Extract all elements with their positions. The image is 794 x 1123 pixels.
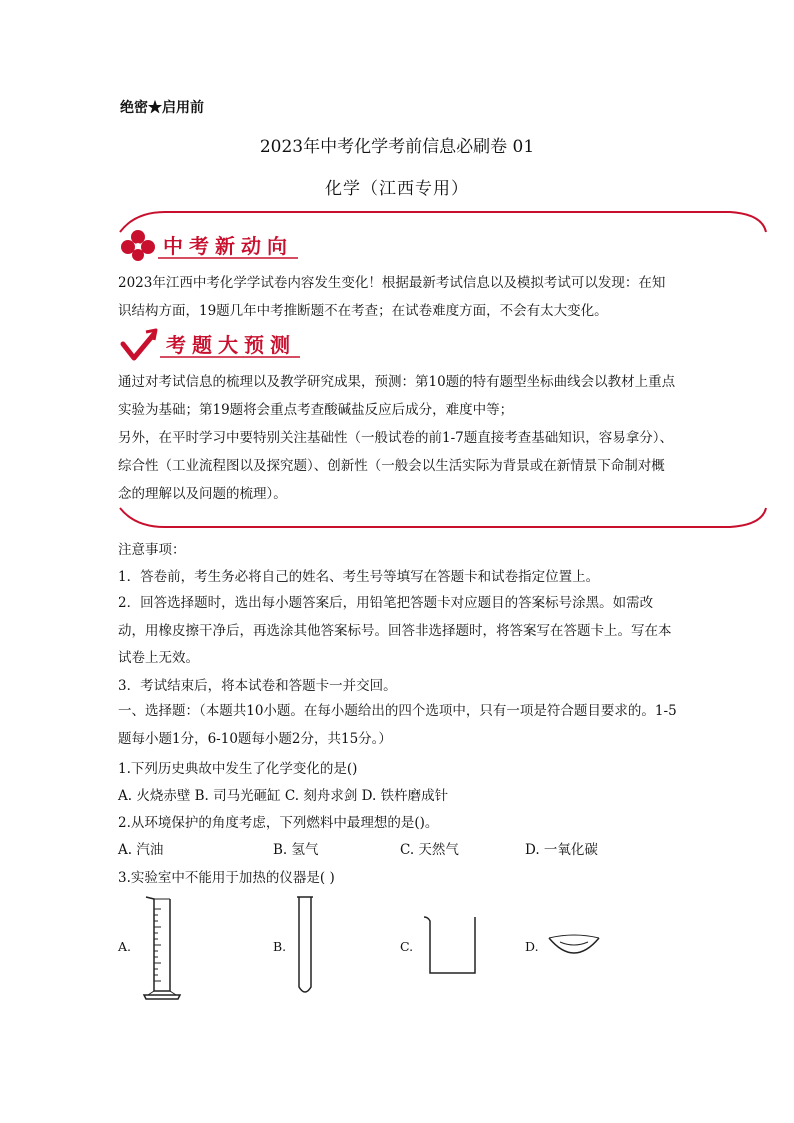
question-1-options: A. 火烧赤壁 B. 司马光砸缸 C. 刻舟求剑 D. 铁杵磨成针	[118, 788, 449, 804]
section-heading-new: 中考新动向	[163, 234, 293, 258]
test-tube-icon	[292, 895, 318, 999]
clover-icon	[120, 228, 156, 262]
section-1-heading: 一、选择题：（本题共10小题。在每小题给出的四个选项中，只有一项是符合题目要求的。1-5题每小题1分，6-10题每小题2分，共15分。）	[118, 703, 677, 747]
question-3-option-b: B.	[273, 939, 287, 954]
graduated-cylinder-icon	[138, 895, 188, 1001]
question-2-option-d: D. 一氧化碳	[525, 842, 598, 858]
notice-item-1: 1．答卷前，考生务必将自己的姓名、考生号等填写在答题卡和试卷指定位置上。	[118, 569, 600, 585]
section-heading-predict: 考题大预测	[166, 333, 296, 357]
question-1-stem: 1.下列历史典故中发生了化学变化的是()	[118, 761, 358, 777]
question-2-stem: 2.从环境保护的角度考虑，下列燃料中最理想的是()。	[118, 815, 439, 831]
question-3-option-d: D.	[525, 939, 539, 954]
paper-title: 2023年中考化学考前信息必刷卷 01	[259, 137, 535, 157]
section-predict-p1: 通过对考试信息的梳理以及教学研究成果，预测：第10题的特有题型坐标曲线会以教材上重点实验为基础；第19题将会重点考查酸碱盐反应后成分，难度中等；	[118, 374, 676, 418]
question-2-option-a: A. 汽油	[118, 842, 164, 858]
paper-subtitle: 化学（江西专用）	[325, 179, 469, 199]
check-arrow-icon	[120, 328, 160, 364]
notice-item-2: 2．回答选择题时，选出每小题答案后，用铅笔把答题卡对应题目的答案标号涂黑。如需改动，用橡皮擦干净后，再选涂其他答案标号。回答非选择题时，将答案写在答题卡上。写在本试卷上无效。	[118, 595, 672, 666]
section-new-text: 2023年江西中考化学学试卷内容发生变化！根据最新考试信息以及模拟考试可以发现：在知识结构方面，19题几年中考推断题不在考查；在试卷难度方面，不会有太大变化。	[118, 275, 666, 319]
question-2-option-b: B. 氢气	[273, 842, 319, 858]
notice-item-3: 3．考试结束后，将本试卷和答题卡一并交回。	[118, 678, 397, 694]
beaker-icon	[420, 913, 480, 977]
evaporating-dish-icon	[546, 932, 602, 962]
question-3-option-a: A.	[118, 939, 132, 954]
question-3-stem: 3.实验室中不能用于加热的仪器是( )	[118, 870, 335, 886]
confidential-mark: 绝密★启用前	[120, 100, 204, 116]
section-predict-p2: 另外，在平时学习中要特别关注基础性（一般试卷的前1-7题直接考查基础知识，容易拿分）、综合性（工业流程图以及探究题）、创新性（一般会以生活实际为背景或在新情景下命制对概念的理解以及问题的梳理）。	[118, 430, 673, 502]
notice-heading: 注意事项：	[118, 542, 186, 558]
question-2-option-c: C. 天然气	[400, 842, 459, 858]
question-3-option-c: C.	[400, 939, 414, 954]
